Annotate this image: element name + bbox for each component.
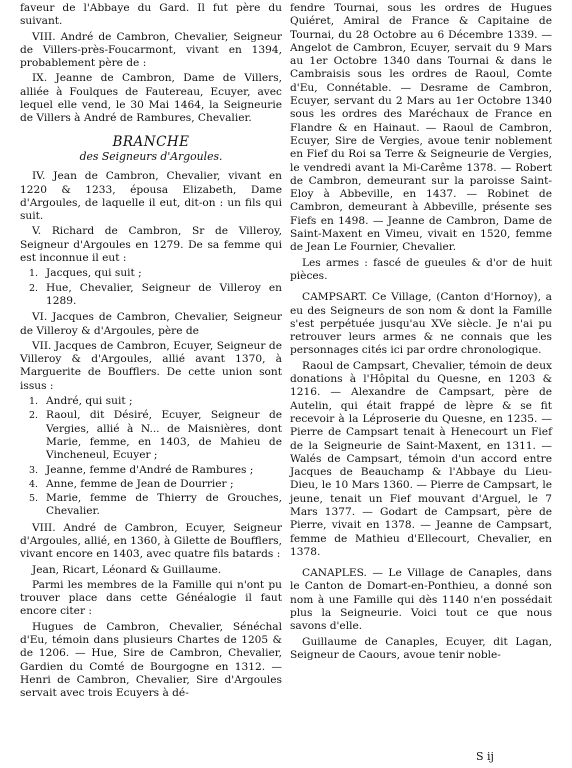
list-item [20, 492, 282, 519]
list-item [20, 464, 282, 477]
list-number: 1. [29, 268, 39, 280]
paragraph: IX. Jeanne de Cambron, Dame de Villers, alliée à Foulques de Fautereau, Ecuyer, avec lequel elle vend, le 30 Mai 1464, la Seigneurie de Villers à André de Rambures, Chevalier. [20, 72, 282, 125]
list-item [20, 282, 282, 309]
list-text: Raoul, dit Désiré, Ecuyer, Seigneur de Vergies, allié à N... de Maisnières, dont Marie, femme, en 1403, de Mahieu de Vincheneul, Ecuyer ; [46, 409, 282, 462]
paragraph: IV. Jean de Cambron, Chevalier, vivant en 1220 & 1233, épousa Elizabeth, Dame d'Argoules, de laquelle il eut, dit-on : un fils qui suit. [20, 170, 282, 223]
list-number: 3. [29, 464, 39, 476]
signature-mark: S ij [476, 750, 494, 763]
paragraph: VI. Jacques de Cambron, Chevalier, Seigneur de Villeroy & d'Argoules, père de [20, 311, 282, 337]
list-text: Marie, femme de Thierry de Grouches, Chevalier. [46, 492, 282, 518]
list-item [20, 478, 282, 491]
branch-subheading: des Seigneurs d'Argoules. [79, 149, 223, 163]
paragraph: fendre Tournai, sous les ordres de Hugues Quiéret, Amiral de France & Capitaine de Tournai, du 28 Octobre au 6 Décembre 1339. — Angelot de Cambron, Ecuyer, servait du 9 Mars au 1er Octobre 1340 dans Tournai & dans le Cambraisis sous les ordres de Raoul, Comte d'Eu, Connétable. — Desrame de Cambron, Ecuyer, servant du 2 Mars au 1er Octobre 1340 sous les ordres des Maréchaux de France en Flandre & en Hainaut. — Raoul de Cambron, Ecuyer, Sire de Vergies, avoue tenir noblement en Fief du Roi sa Terre & Seigneurie de Vergies, le vendredi avant la Mi-Carême 1378. — Robert de Cambron, demeurant sur la paroisse Saint-Eloy à Abbeville, en 1437. — Robinet de Cambron, demeurant à Abbeville, présente ses Fiefs en 1498. — Jeanne de Cambron, Dame de Saint-Maxent en Vimeu, vivait en 1520, femme de Jean Le Fournier, Chevalier. [290, 2, 552, 254]
paragraph: CANAPLES. — Le Village de Canaples, dans le Canton de Domart-en-Ponthieu, a donné son nom à une Famille qui dès 1140 n'en possédait plus la Seigneurie. Voici tout ce que nous savons d'elle. [290, 567, 552, 633]
paragraph: Parmi les membres de la Famille qui n'ont pu trouver place dans cette Généalogie il faut encore citer : [20, 578, 282, 618]
list-number: 4. [29, 478, 39, 490]
list-text: Anne, femme de Jean de Dourrier ; [46, 477, 234, 490]
list-text: André, qui suit ; [46, 395, 133, 408]
children-list [20, 267, 282, 308]
list-item [20, 395, 282, 408]
list-text: Jacques, qui suit ; [46, 267, 142, 280]
right-column [290, 2, 552, 664]
paragraph: Guillaume de Canaples, Ecuyer, dit Lagan, Seigneur de Caours, avoue tenir noble- [290, 635, 552, 661]
paragraph: CAMPSART. Ce Village, (Canton d'Hornoy), a eu des Seigneurs de son nom & dont la Famille s'est perpétuée jusqu'au XVe siècle. Je n'ai pu retrouver leurs armes & ne connais que les personnages cités ici par ordre chronologique. [290, 291, 552, 357]
arms-paragraph: Les armes : fascé de gueules & d'or de huit pièces. [290, 256, 552, 282]
paragraph: faveur de l'Abbaye du Gard. Il fut père du suivant. [20, 2, 282, 28]
paragraph: Hugues de Cambron, Chevalier, Sénéchal d'Eu, témoin dans plusieurs Chartes de 1205 & de 1206. — Hue, Sire de Cambron, Chevalier, Gardien du Comté de Bourgogne en 1312. — Henri de Cambron, Chevalier, Sire d'Argoules servait avec trois Ecuyers à dé- [20, 620, 282, 700]
list-text: Hue, Chevalier, Seigneur de Villeroy en 1289. [46, 281, 282, 307]
paragraph: VIII. André de Cambron, Chevalier, Seigneur de Villers-près-Foucarmont, vivant en 1394, probablement père de : [20, 30, 282, 70]
paragraph: V. Richard de Cambron, Sr de Villeroy, Seigneur d'Argoules en 1279. De sa femme qui est inconnue il eut : [20, 225, 282, 265]
paragraph: VII. Jacques de Cambron, Ecuyer, Seigneur de Villeroy & d'Argoules, allié avant 1370, à Marguerite de Boufflers. De cette union sont issus : [20, 339, 282, 392]
list-number: 5. [29, 493, 39, 505]
list-item [20, 409, 282, 462]
left-column [20, 2, 282, 703]
children-list [20, 395, 282, 519]
branch-heading: BRANCHE [112, 133, 190, 150]
paragraph: Raoul de Campsart, Chevalier, témoin de deux donations à l'Hôpital du Quesne, en 1203 & 1216. — Alexandre de Campsart, père de Autelin, qui était frappé de lèpre & se fit recevoir à la Léproserie du Quesne, en 1235. — Pierre de Campsart tenait à Henecourt un Fief de la Seigneurie de Saint-Maxent, en 1311. — Walés de Campsart, témoin d'un accord entre Jacques de Beauchamp & l'Abbaye du Lieu-Dieu, le 10 Mars 1360. — Pierre de Campsart, le jeune, tenait un Fief mouvant d'Arguel, le 7 Mars 1377. — Godart de Campsart, père de Pierre, vivait en 1378. — Jeanne de Campsart, femme de Mathieu d'Ellecourt, Chevalier, en 1378. [290, 359, 552, 558]
list-number: 2. [29, 282, 39, 294]
list-number: 2. [29, 410, 39, 422]
paragraph: Jean, Ricart, Léonard & Guillaume. [32, 563, 222, 576]
list-text: Jeanne, femme d'André de Rambures ; [46, 463, 254, 476]
paragraph: VIII. André de Cambron, Ecuyer, Seigneur d'Argoules, allié, en 1360, à Gilette de Boufflers, vivant encore en 1403, avec quatre fils batards : [20, 521, 282, 561]
list-item [20, 267, 282, 280]
list-number: 1. [29, 396, 39, 408]
